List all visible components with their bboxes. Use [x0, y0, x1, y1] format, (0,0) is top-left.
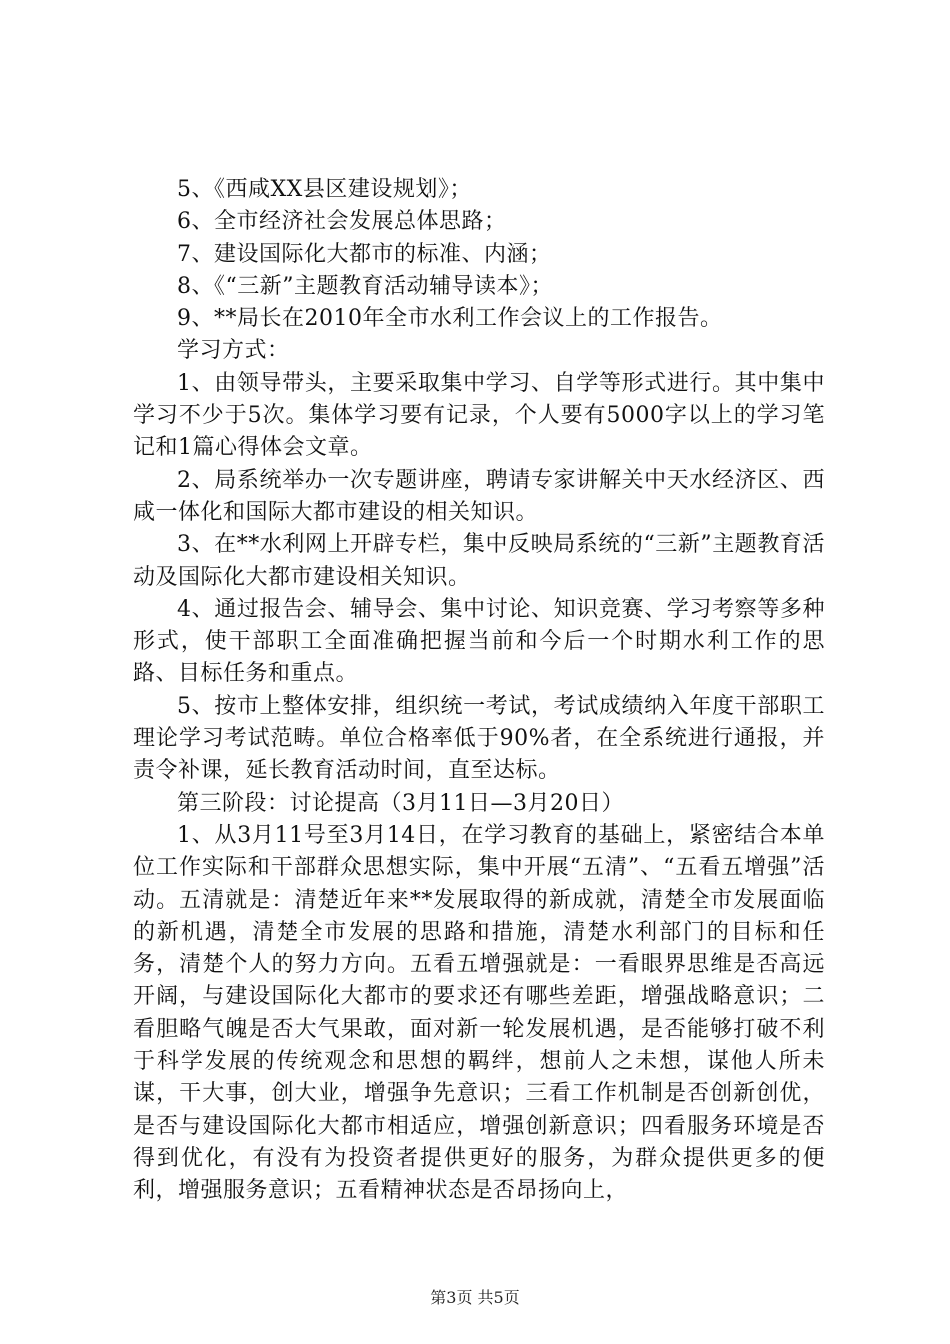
reading-item-8: 8、《“三新”主题教育活动辅导读本》；	[177, 273, 553, 299]
reading-item-9: 9、**局长在2010年全市水利工作会议上的工作报告。	[177, 306, 723, 332]
study-method-5: 5、按市上整体安排，组织统一考试，考试成绩纳入年度干部职工理论学习考试范畴。单位合格率低于90%者，在全系统进行通报，并责令补课，延长教育活动时间，直至达标。	[133, 693, 825, 784]
section-heading-study-method: 学习方式：	[177, 338, 290, 364]
study-method-1: 1、由领导带头，主要采取集中学习、自学等形式进行。其中集中学习不少于5次。集体学习要有记录，个人要有5000字以上的学习笔记和1篇心得体会文章。	[133, 370, 825, 461]
stage-three-heading: 第三阶段：讨论提高（3月11日—3月20日）	[177, 790, 624, 816]
document-body	[133, 174, 825, 1208]
reading-item-7: 7、建设国际化大都市的标准、内涵；	[177, 241, 552, 267]
study-method-3: 3、在**水利网上开辟专栏，集中反映局系统的“三新”主题教育活动及国际化大都市建设相关知识。	[133, 532, 825, 590]
study-method-2: 2、局系统举办一次专题讲座，聘请专家讲解关中天水经济区、西咸一体化和国际大都市建设的相关知识。	[133, 467, 825, 525]
reading-item-5: 5、《西咸XX县区建设规划》；	[177, 177, 472, 202]
study-method-4: 4、通过报告会、辅导会、集中讨论、知识竞赛、学习考察等多种形式，使干部职工全面准确把握当前和今后一个时期水利工作的思路、目标任务和重点。	[133, 596, 825, 687]
page-number-footer: 第3页 共5页	[430, 1288, 520, 1307]
stage-three-item-1: 1、从3月11号至3月14日，在学习教育的基础上，紧密结合本单位工作实际和干部群众思想实际，集中开展“五清”、“五看五增强”活动。五清就是：清楚近年来**发展取得的新成就，清楚全市发展面临的新机遇，清楚全市发展的思路和措施，清楚水利部门的目标和任务，清楚个人的努力方向。五看五增强就是：一看眼界思维是否高远开阔，与建设国际化大都市的要求还有哪些差距，增强战略意识；二看胆略气魄是否大气果敢，面对新一轮发展机遇，是否能够打破不利于科学发展的传统观念和思想的羁绊，想前人之未想，谋他人所未谋，干大事，创大业，增强争先意识；三看工作机制是否创新创优，是否与建设国际化大都市相适应，增强创新意识；四看服务环境是否得到优化，有没有为投资者提供更好的服务，为群众提供更多的便利，增强服务意识；五看精神状态是否昂扬向上，	[133, 822, 825, 1204]
reading-item-6: 6、全市经济社会发展总体思路；	[177, 209, 507, 235]
